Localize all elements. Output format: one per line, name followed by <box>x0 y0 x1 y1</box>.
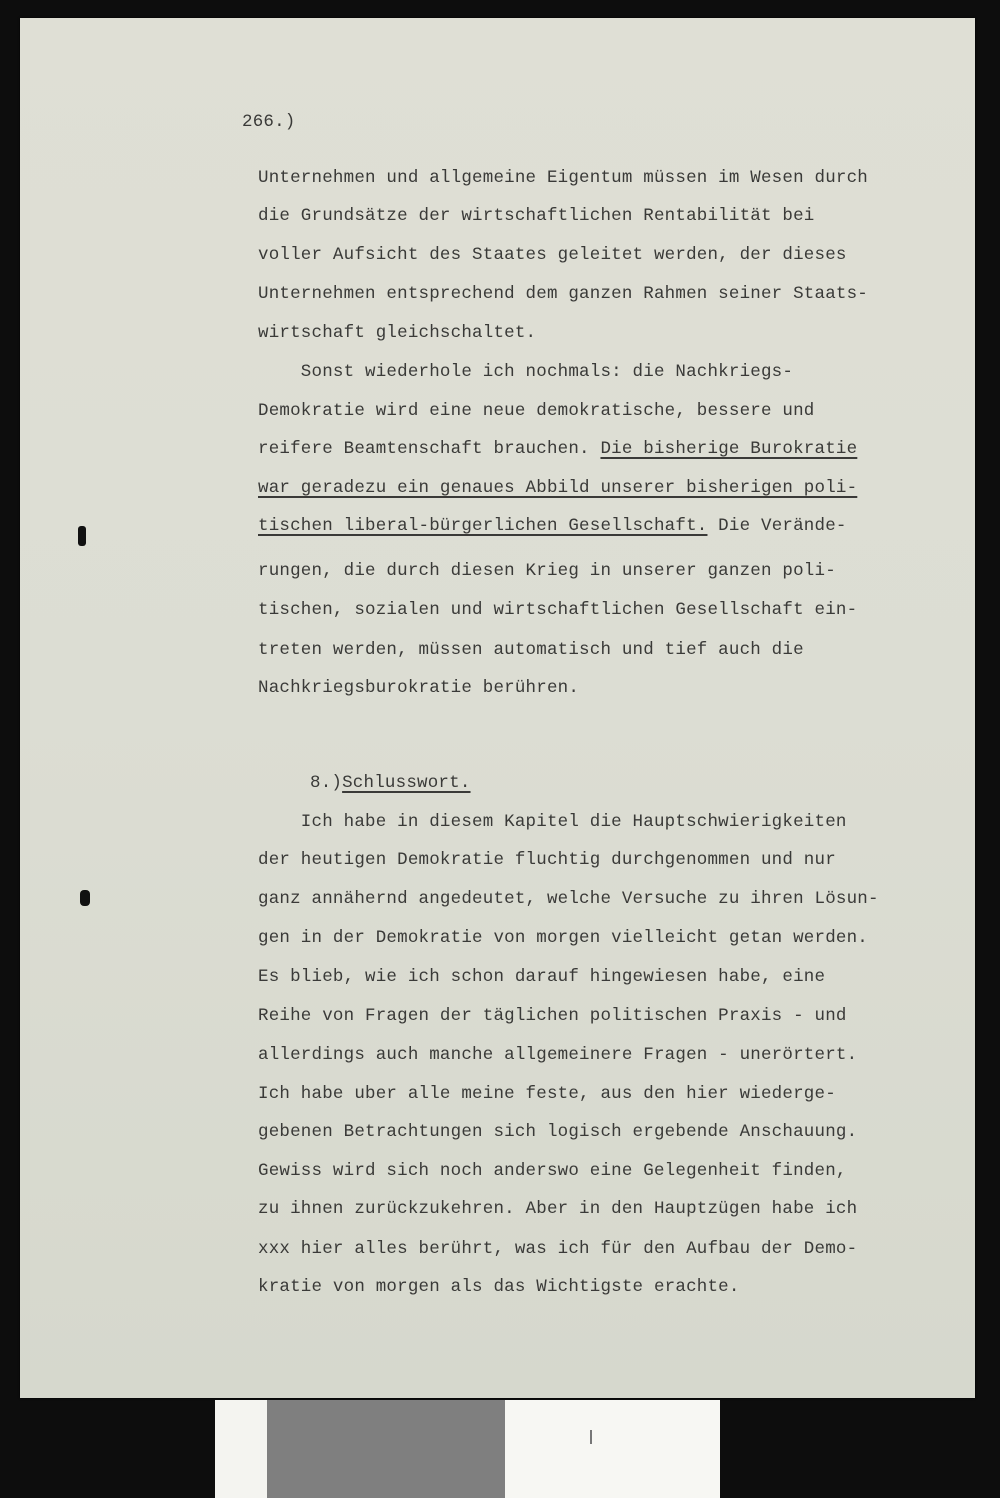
text-line: Reihe von Fragen der täglichen politischen Praxis - und <box>258 1006 847 1026</box>
text-line: Gewiss wird sich noch anderswo eine Gelegenheit finden, <box>258 1161 847 1181</box>
text-line: gebenen Betrachtungen sich logisch ergebende Anschauung. <box>258 1122 858 1142</box>
calibration-white-patch <box>505 1400 720 1498</box>
text-line: allerdings auch manche allgemeinere Fragen - unerörtert. <box>258 1045 858 1065</box>
text-line: Sonst wiederhole ich nochmals: die Nachkriegs- <box>258 362 794 382</box>
section-number: 8.) <box>310 773 343 793</box>
text-line: gen in der Demokratie von morgen vielleicht getan werden. <box>258 928 868 948</box>
text-line <box>258 439 857 459</box>
section-heading <box>310 773 471 793</box>
text-line: rungen, die durch diesen Krieg in unserer ganzen poli- <box>258 561 836 581</box>
text-line: xxx hier alles berührt, was ich für den Aufbau der Demo- <box>258 1239 858 1259</box>
section-title: Schlusswort. <box>342 773 471 793</box>
text-line <box>258 516 847 536</box>
text-line: kratie von morgen als das Wichtigste erachte. <box>258 1277 740 1297</box>
text-line: treten werden, müssen automatisch und tief auch die <box>258 640 804 660</box>
text-span: reifere Beamtenschaft brauchen. <box>258 439 601 459</box>
punch-hole-mark <box>78 526 86 546</box>
underlined-text-line: war geradezu ein genaues Abbild unserer bisherigen poli- <box>258 478 858 498</box>
page-number: 266.) <box>242 112 296 132</box>
text-line: die Grundsätze der wirtschaftlichen Rentabilität bei <box>258 206 815 226</box>
text-span: Die Verände- <box>707 516 847 536</box>
text-line: tischen, sozialen und wirtschaftlichen Gesellschaft ein- <box>258 600 858 620</box>
underlined-text: Die bisherige Burokratie <box>600 439 858 459</box>
text-line: Ich habe uber alle meine feste, aus den hier wiederge- <box>258 1084 836 1104</box>
text-line: Unternehmen und allgemeine Eigentum müssen im Wesen durch <box>258 168 868 188</box>
underlined-text: tischen liberal-bürgerlichen Gesellschaft. <box>258 516 708 536</box>
text-line: Nachkriegsburokratie berühren. <box>258 678 580 698</box>
text-line: Es blieb, wie ich schon darauf hingewiesen habe, eine <box>258 967 826 987</box>
text-line: ganz annähernd angedeutet, welche Versuche zu ihren Lösun- <box>258 889 879 909</box>
text-line: Unternehmen entsprechend dem ganzen Rahmen seiner Staats- <box>258 284 868 304</box>
calibration-white-patch <box>215 1400 267 1498</box>
color-calibration-strip <box>215 1400 720 1498</box>
text-line: zu ihnen zurückzukehren. Aber in den Hauptzügen habe ich <box>258 1199 858 1219</box>
paper-sheet <box>20 18 975 1398</box>
text-line: voller Aufsicht des Staates geleitet werden, der dieses <box>258 245 847 265</box>
text-line: wirtschaft gleichschaltet. <box>258 323 537 343</box>
text-line: der heutigen Demokratie fluchtig durchgenommen und nur <box>258 850 836 870</box>
calibration-mark <box>590 1430 592 1444</box>
calibration-gray-patch <box>267 1400 505 1498</box>
punch-hole-mark <box>80 890 90 906</box>
text-line: Ich habe in diesem Kapitel die Hauptschwierigkeiten <box>258 812 847 832</box>
text-line: Demokratie wird eine neue demokratische, bessere und <box>258 401 815 421</box>
